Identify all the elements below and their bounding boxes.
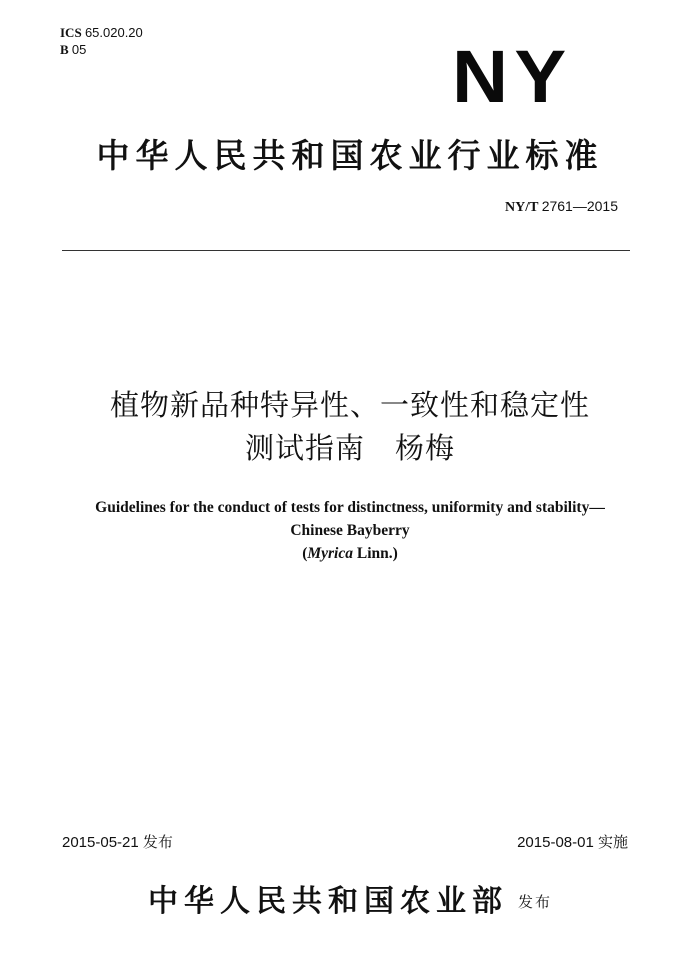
ccs-code: B 05 [60,42,87,57]
header-divider [62,250,630,251]
english-title-line-1: Guidelines for the conduct of tests for distinctness, uniformity and stability— [95,499,605,516]
latin-genus: Myrica [307,545,353,562]
issuing-ministry: 中华人民共和国农业部 发布 [147,884,552,919]
standard-issuer-title: 中华人民共和国农业行业标准 [96,136,604,175]
english-title-line-3: (Myrica Linn.) [302,545,398,562]
effective-date: 2015-08-01 实施 [517,834,628,851]
chinese-title-line-1: 植物新品种特异性、一致性和稳定性 [109,388,590,422]
english-title-line-2: Chinese Bayberry [290,522,410,539]
publish-label: 发布 [517,893,552,911]
ics-code: ICS 65.020.20 [60,25,143,40]
classification-codes [60,24,143,58]
ny-logo: NY [452,35,573,118]
issued-date: 2015-05-21 发布 [62,834,173,851]
standard-number: NY/T 2761—2015 [505,198,618,215]
chinese-title-line-2: 测试指南 杨梅 [244,431,455,465]
